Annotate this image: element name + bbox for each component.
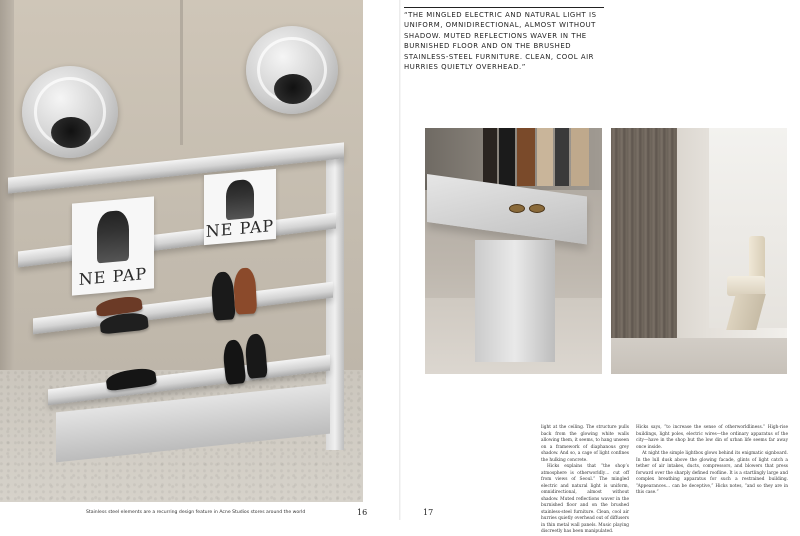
table-photo: [425, 128, 602, 374]
wall-panel-seam: [180, 0, 183, 145]
air-vent-icon: [246, 26, 338, 114]
page-number-right: 17: [423, 508, 434, 517]
hanging-garment: [537, 128, 553, 186]
steel-table-pedestal: [475, 240, 555, 362]
hanging-garment: [555, 128, 569, 186]
magazine-cover-text: NE PAP: [205, 215, 275, 241]
chair-base: [726, 294, 766, 330]
body-text-column-2: [636, 425, 788, 497]
magazine-cover-figure: [97, 210, 130, 263]
sunglasses-icon: [509, 204, 547, 212]
body-paragraph: light at the ceiling. The structure pulls back from the glowing white walls allowing them, it seems, to hang unseen on a framework of diaphanous grey shadow. And so, a cage of light confines the hulking concrete.: [541, 425, 629, 463]
concrete-column: [611, 128, 677, 344]
body-text-column-1: [541, 425, 629, 536]
polished-floor: [611, 338, 787, 374]
steel-shelf-unit: [8, 150, 348, 450]
shelf-photo: [0, 0, 363, 502]
hanging-garment: [517, 128, 535, 186]
pull-quote: “THE MINGLED ELECTRIC AND NATURAL LIGHT IS UNIFORM, OMNIDIRECTIONAL, ALMOST WITHOUT SHADOW. MUTED REFLECTIONS WAVER IN THE BURNISHED FLOOR AND ON THE BRUSHED STAINLESS-STEEL FURNITURE. CLEAN, COOL AIR HURRIES QUIETLY OVERHEAD.”: [404, 7, 604, 72]
magazine-cover-text: NE PAP: [78, 264, 148, 290]
shelf-top: [8, 142, 344, 193]
hanging-garment: [483, 128, 497, 186]
chair-seat: [727, 276, 765, 296]
air-vent-icon: [22, 66, 118, 158]
vent-opening: [51, 117, 91, 148]
magazine-cover-figure: [226, 179, 255, 220]
body-paragraph: At night the simple lightbox glows behind its enigmatic signboard. In the lull dusk above the glowing facade, glints of light catch a tether of air intakes, ducts, compressors, and blowers that press forward over the sharply defined roofline. It is a startlingly large and complex breathing apparatus for such a restrained building. “Appearances… can be deceptive,” Hicks notes, “and so they are in this case.”: [636, 451, 788, 495]
page-gutter: [399, 0, 401, 520]
cream-chair: [721, 236, 769, 332]
chair-photo: [611, 128, 787, 374]
magazine-display: [72, 196, 154, 295]
shoe-tan-heel: [233, 267, 257, 314]
body-paragraph: Hicks says, “to increase the sense of otherworldliness.” High-rise buildings, light poles, electric wires—the ordinary apparatus of the city—have in the shop but the low din of urban life seems far away once inside.: [636, 425, 788, 450]
photo-caption: Stainless steel elements are a recurring design feature in Acne Studios stores around the world: [86, 510, 306, 515]
shelf-second: [18, 212, 336, 267]
page-number-left: 16: [357, 508, 368, 517]
body-paragraph: Hicks explains that “the shop’s atmosphere is otherworldly… cut off from views of Seoul.” The mingled electric and natural light is uniform, omnidirectional, almost without shadow. Muted reflections waver in the burnished floor and on the brushed stainless-steel furniture. Clean, cool air hurries quietly overhead out of diffusers in thin metal wall panels. Music playing discreetly has been manipulated.: [541, 464, 630, 534]
magazine-display: [204, 169, 276, 245]
hanging-garment: [571, 128, 589, 186]
hanging-garment: [499, 128, 515, 186]
